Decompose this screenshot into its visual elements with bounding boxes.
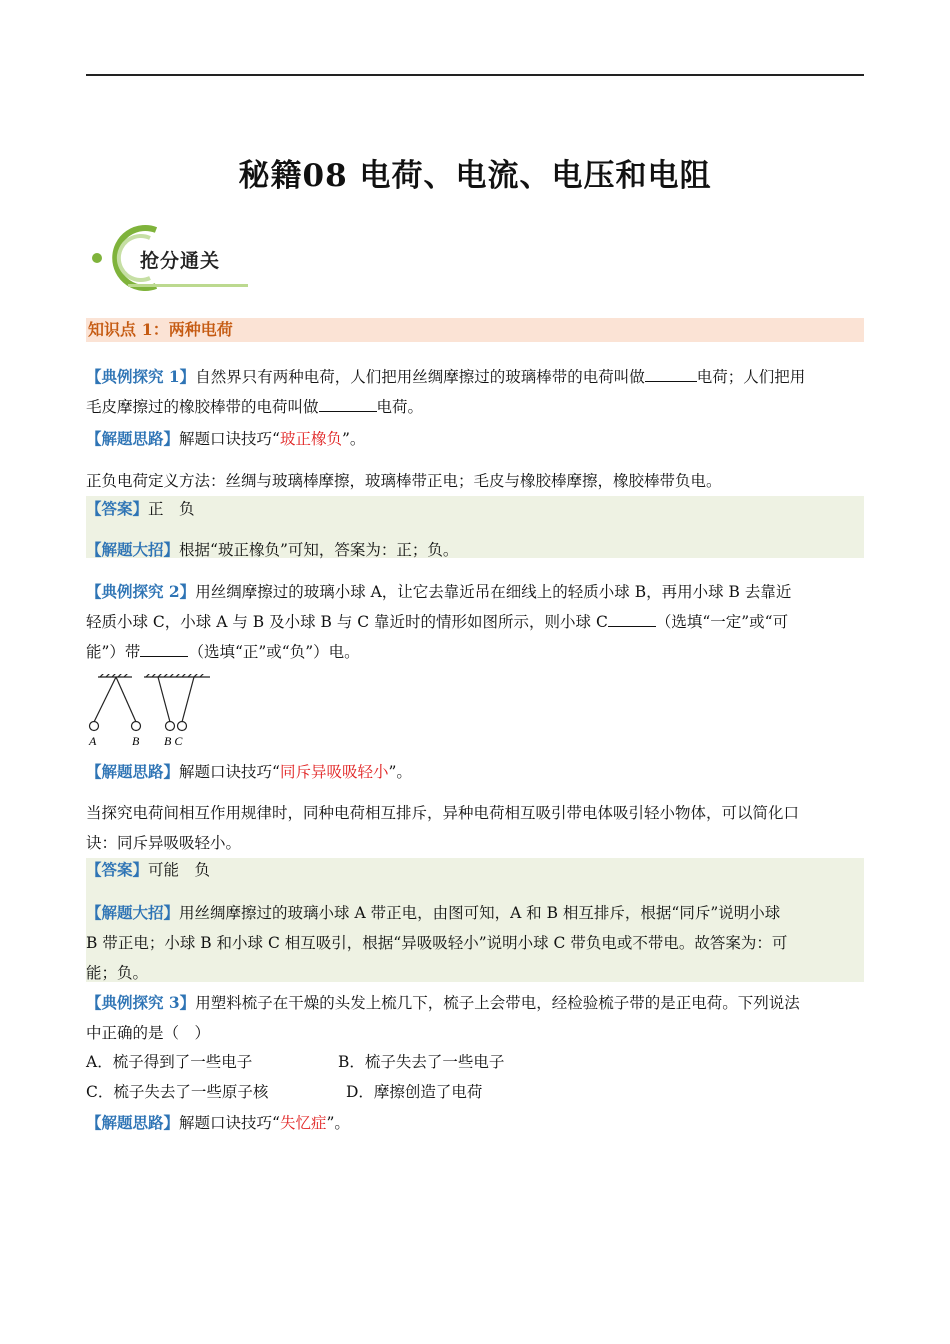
q3-thinking-key: 失忆症 (279, 1114, 327, 1132)
fig-label-b: B (132, 734, 140, 748)
q2-thinking-pre: 解题口诀技巧“ (179, 763, 280, 781)
q1-blank-2 (319, 393, 377, 412)
q2-answer (86, 855, 864, 885)
q3-option-c[interactable]: C．梳子失去了一些原子核 (86, 1083, 269, 1101)
q2-tag: 【典例探究 2】 (86, 582, 196, 601)
q2-method-1: 用丝绸摩擦过的玻璃小球 A 带正电，由图可知，A 和 B 相互排斥，根据“同斥”说明小球 (179, 904, 781, 922)
q1-answer (86, 494, 864, 524)
q3-tag: 【典例探究 3】 (86, 993, 196, 1012)
q1-text-c: 毛皮摩擦过的橡胶棒带的电荷叫做 (86, 398, 319, 416)
q3-thinking-tag: 【解题思路】 (86, 1113, 180, 1132)
q3-thinking (86, 1108, 864, 1138)
fig-label-a: A (89, 734, 97, 748)
q1-text-b: 电荷；人们把用 (696, 368, 806, 386)
q2-question (86, 577, 864, 667)
q2-thinking (86, 757, 864, 787)
q3-options-row-2 (86, 1077, 864, 1107)
q2-answer-tag: 【答案】 (86, 860, 149, 879)
q2-blank-1 (608, 608, 656, 627)
q1-text-a: 自然界只有两种电荷，人们把用丝绸摩擦过的玻璃棒带的电荷叫做 (195, 368, 645, 386)
q1-text-d: 电荷。 (376, 398, 424, 416)
q2-line2-b: （选填“一定”或“可 (655, 613, 789, 631)
q2-method (86, 898, 864, 988)
q1-thinking (86, 424, 864, 454)
q3-thinking-pre: 解题口诀技巧“ (179, 1114, 280, 1132)
q1-method (86, 535, 864, 565)
q1-thinking-pre: 解题口诀技巧“ (179, 430, 280, 448)
q1-thinking-key: 玻正橡负 (279, 430, 342, 448)
q1-answer-tag: 【答案】 (86, 499, 149, 518)
q1-explain: 正负电荷定义方法：丝绸与玻璃棒摩擦，玻璃棒带正电；毛皮与橡胶棒摩擦，橡胶棒带负电。 (86, 472, 722, 490)
section-logo-label: 抢分通关 (140, 250, 221, 272)
q1-thinking-post: ”。 (341, 430, 366, 448)
knowledge-point-heading: 知识点 1：两种电荷 (86, 318, 864, 342)
q3-option-b[interactable]: B．梳子失去了一些电子 (338, 1053, 505, 1071)
q2-line3-a: 能”）带 (86, 643, 141, 661)
top-rule (86, 74, 864, 76)
q3-option-a[interactable]: A．梳子得到了一些电子 (86, 1053, 253, 1071)
q3-line1: 用塑料梳子在干燥的头发上梳几下，梳子上会带电，经检验梳子带的是正电荷。下列说法 (195, 994, 800, 1012)
q2-explain-1: 当探究电荷间相互作用规律时，同种电荷相互排斥，异种电荷相互吸引带电体吸引轻小物体，可以简化口 (86, 804, 800, 822)
q2-method-3: 能；负。 (86, 964, 149, 982)
q2-answer-text: 可能 负 (148, 861, 211, 879)
q1-question (86, 362, 864, 422)
q3-options-row-1 (86, 1047, 864, 1077)
q3-question (86, 988, 864, 1048)
q2-thinking-post: ”。 (388, 763, 412, 781)
q2-thinking-tag: 【解题思路】 (86, 762, 180, 781)
page-title: 秘籍08 电荷、电流、电压和电阻 (238, 158, 712, 194)
q2-explain-2: 诀：同斥异吸吸轻小。 (86, 834, 242, 852)
q2-line3-b: （选填“正”或“负”）电。 (188, 643, 360, 661)
q1-blank-1 (645, 363, 697, 382)
q2-line2-a: 轻质小球 C，小球 A 与 B 及小球 B 与 C 靠近时的情形如图所示，则小球 C (86, 613, 608, 631)
q2-blank-2 (140, 638, 188, 657)
q2-method-tag: 【解题大招】 (86, 903, 180, 922)
pendulum-figure (86, 674, 216, 754)
q2-thinking-key: 同斥异吸吸轻小 (279, 763, 389, 781)
fig-label-bc: B C (164, 734, 183, 748)
q2-line1: 用丝绸摩擦过的玻璃小球 A，让它去靠近吊在细线上的轻质小球 B，再用小球 B 去靠近 (195, 583, 792, 601)
q2-explain (86, 798, 864, 858)
q1-thinking-tag: 【解题思路】 (86, 429, 180, 448)
q1-method-text: 根据“玻正橡负”可知，答案为：正；负。 (179, 541, 459, 559)
q1-method-tag: 【解题大招】 (86, 540, 180, 559)
q3-line2: 中正确的是（ ） (86, 1024, 211, 1042)
q1-answer-text: 正 负 (148, 500, 195, 518)
q2-method-2: B 带正电；小球 B 和小球 C 相互吸引，根据“异吸吸轻小”说明小球 C 带负电或不带电。故答案为：可 (86, 934, 788, 952)
q3-thinking-post: ”。 (326, 1114, 350, 1132)
q1-tag: 【典例探究 1】 (86, 367, 196, 386)
q3-option-d[interactable]: D．摩擦创造了电荷 (346, 1083, 483, 1101)
